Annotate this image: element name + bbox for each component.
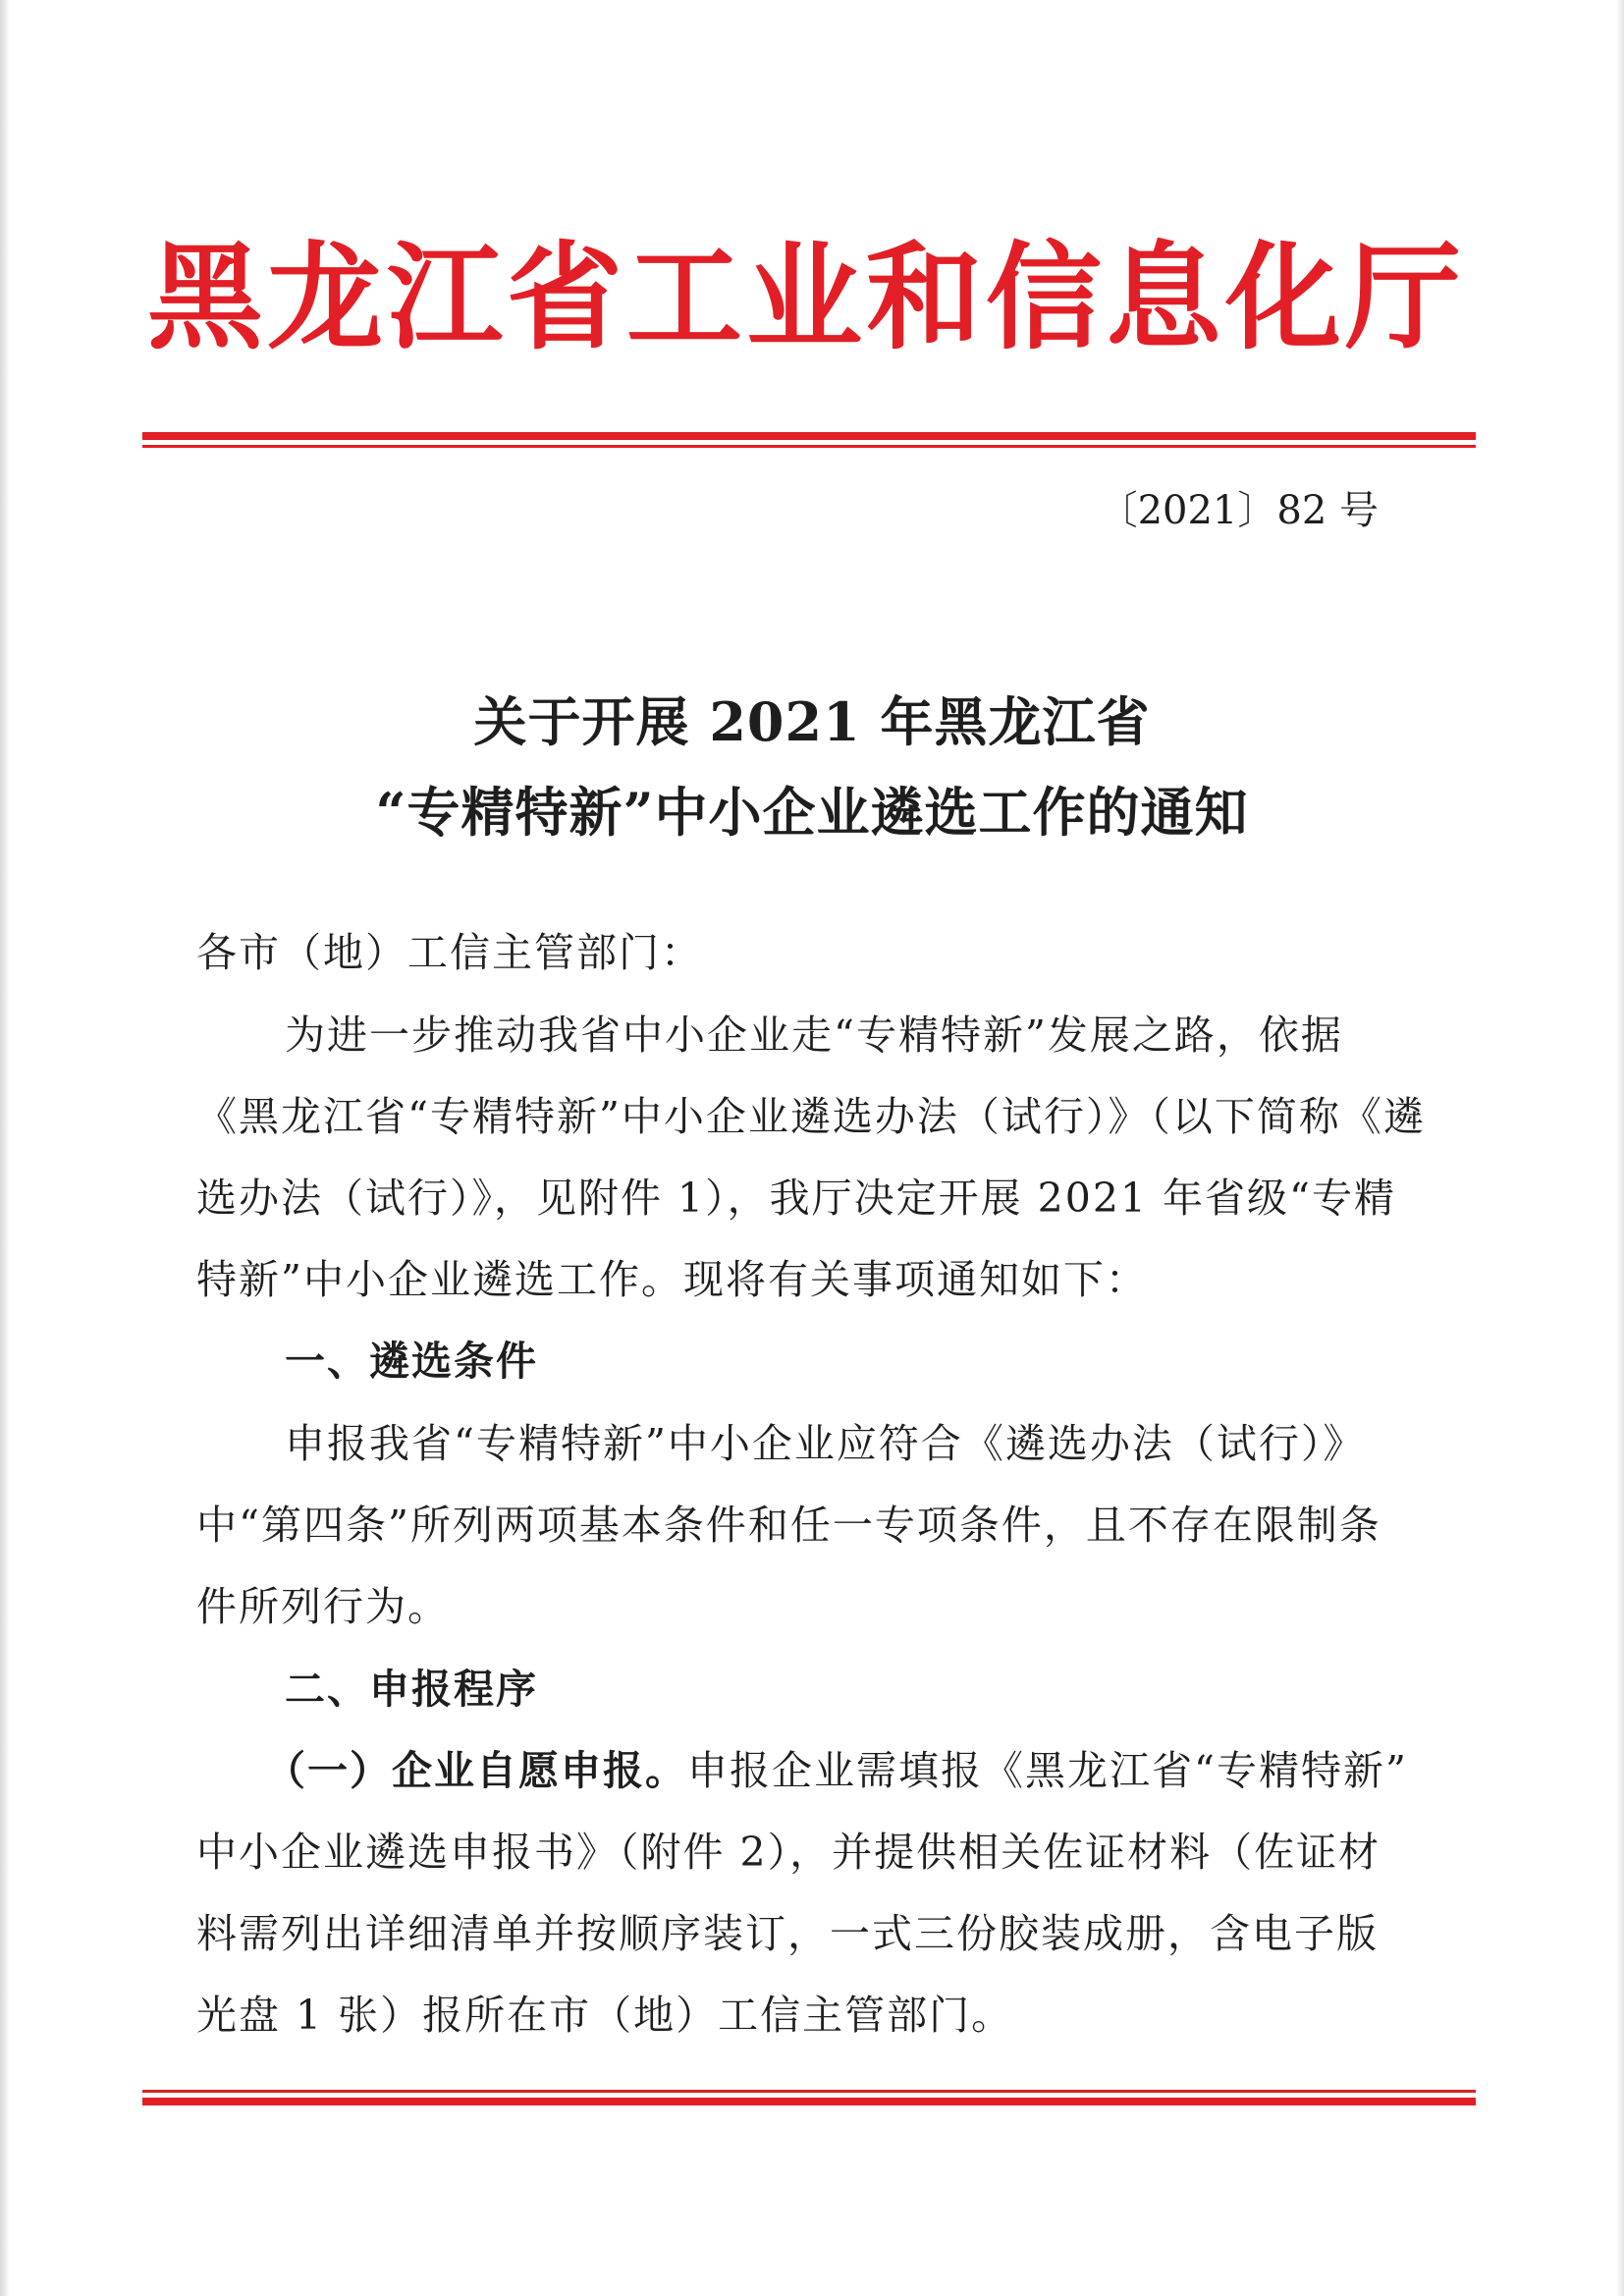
item-1-first-line-rest: 申报企业需填报《黑龙江省“专精特新” (687, 1747, 1408, 1794)
masthead-title: 黑龙江省工业和信息化厅 (147, 229, 1466, 365)
paragraph-1-line: 《黑龙江省“专精特新”中小企业遴选办法（试行）》（以下简称《遴 (196, 1093, 1426, 1140)
document-number: 〔2021〕82 号 (1098, 488, 1379, 533)
masthead-red-rule (142, 432, 1476, 448)
paragraph-1-line: 为进一步推动我省中小企业走“专精特新”发展之路，依据 (285, 1011, 1343, 1059)
item-1-line: 料需列出详细清单并按顺序装订，一式三份胶装成册，含电子版 (196, 1910, 1379, 1957)
section-heading-2: 二、申报程序 (285, 1666, 538, 1713)
footer-red-rule (142, 2090, 1476, 2105)
item-1-line: 中小企业遴选申报书》（附件 2），并提供相关佐证材料（佐证材 (196, 1829, 1381, 1876)
paragraph-1-line: 特新”中小企业遴选工作。现将有关事项通知如下： (196, 1256, 1148, 1303)
item-1-first-line (265, 1741, 1408, 1800)
section-heading-1: 一、遴选条件 (285, 1338, 538, 1385)
salutation: 各市（地）工信主管部门： (196, 929, 703, 976)
scan-edge-shadow (1616, 0, 1624, 2296)
paragraph-1-line: 选办法（试行）》，见附件 1），我厅决定开展 2021 年省级“专精 (196, 1175, 1396, 1222)
item-1-lead: （一）企业自愿申报。 (265, 1747, 687, 1794)
paragraph-2-line: 中“第四条”所列两项基本条件和任一专项条件，且不存在限制条 (196, 1502, 1381, 1549)
item-1-line: 光盘 1 张）报所在市（地）工信主管部门。 (196, 1992, 1014, 2039)
paragraph-2-line: 申报我省“专精特新”中小企业应符合《遴选办法（试行）》 (285, 1420, 1366, 1467)
notice-title-line-1: 关于开展 2021 年黑龙江省 (473, 690, 1151, 753)
paragraph-2-line: 件所列行为。 (196, 1583, 450, 1630)
scan-edge-shadow (0, 0, 10, 2296)
notice-title-line-2: “专精特新”中小企业遴选工作的通知 (375, 781, 1249, 844)
